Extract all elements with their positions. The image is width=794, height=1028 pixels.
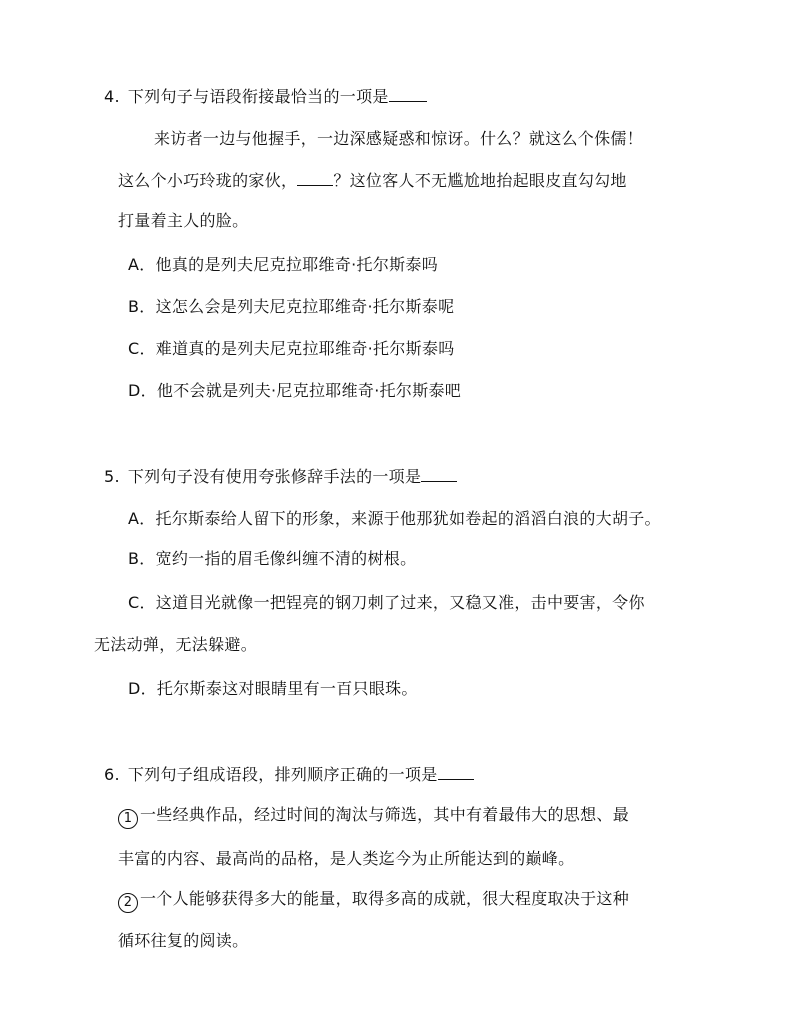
option-a: A．托尔斯泰给人留下的形象，来源于他那犹如卷起的滔滔白浪的大胡子。 [128,509,661,528]
question-text: 下列句子组成语段，排列顺序正确的一项是 [127,765,438,784]
circled-number-1: 1 [118,809,138,829]
sentence-text: 一些经典作品，经过时间的淘汰与筛选，其中有着最伟大的思想、最 [140,805,630,824]
question-4-stem [104,86,427,108]
option-c: C．这道目光就像一把锃亮的钢刀刺了过来，又稳又准，击中要害，令你 [128,593,645,612]
option-c-continued: 无法动弹，无法躲避。 [94,635,258,654]
option-b: B．这怎么会是列夫尼克拉耶维奇·托尔斯泰呢 [128,297,455,316]
question-number: 4. [104,87,120,106]
sentence-2-continued: 循环往复的阅读。 [118,931,249,950]
question-text: 下列句子没有使用夸张修辞手法的一项是 [127,467,422,486]
sentence-2 [118,888,629,913]
sentence-1-continued: 丰富的内容、最高尚的品格，是人类迄今为止所能达到的巅峰。 [118,849,575,868]
question-6-stem [104,764,474,786]
sentence-text: 一个人能够获得多大的能量，取得多高的成就，很大程度取决于这种 [140,889,630,908]
passage-line: 打量着主人的脸。 [118,211,249,230]
passage-text: ？这位客人不无尴尬地抬起眼皮直勾勾地 [333,171,627,190]
question-text: 下列句子与语段衔接最恰当的一项是 [127,87,389,106]
option-c: C．难道真的是列夫尼克拉耶维奇·托尔斯泰吗 [128,339,455,358]
answer-blank [421,467,457,482]
answer-blank [438,765,474,780]
question-number: 5. [104,467,120,486]
question-number: 6. [104,765,120,784]
sentence-1 [118,804,629,829]
answer-blank [389,87,427,102]
option-d: D．托尔斯泰这对眼睛里有一百只眼珠。 [128,679,418,698]
passage-line: 来访者一边与他握手，一边深感疑惑和惊讶。什么？就这么个侏儒！ [154,129,644,148]
passage-text: 这么个小巧玲珑的家伙， [118,171,298,190]
passage-line [118,170,627,192]
option-b: B．宽约一指的眉毛像纠缠不清的树根。 [128,549,417,568]
answer-blank [297,171,333,186]
question-5-stem [104,466,457,488]
option-d: D．他不会就是列夫·尼克拉耶维奇·托尔斯泰吧 [128,381,462,400]
option-a: A．他真的是列夫尼克拉耶维奇·托尔斯泰吗 [128,255,439,274]
circled-number-2: 2 [118,893,138,913]
